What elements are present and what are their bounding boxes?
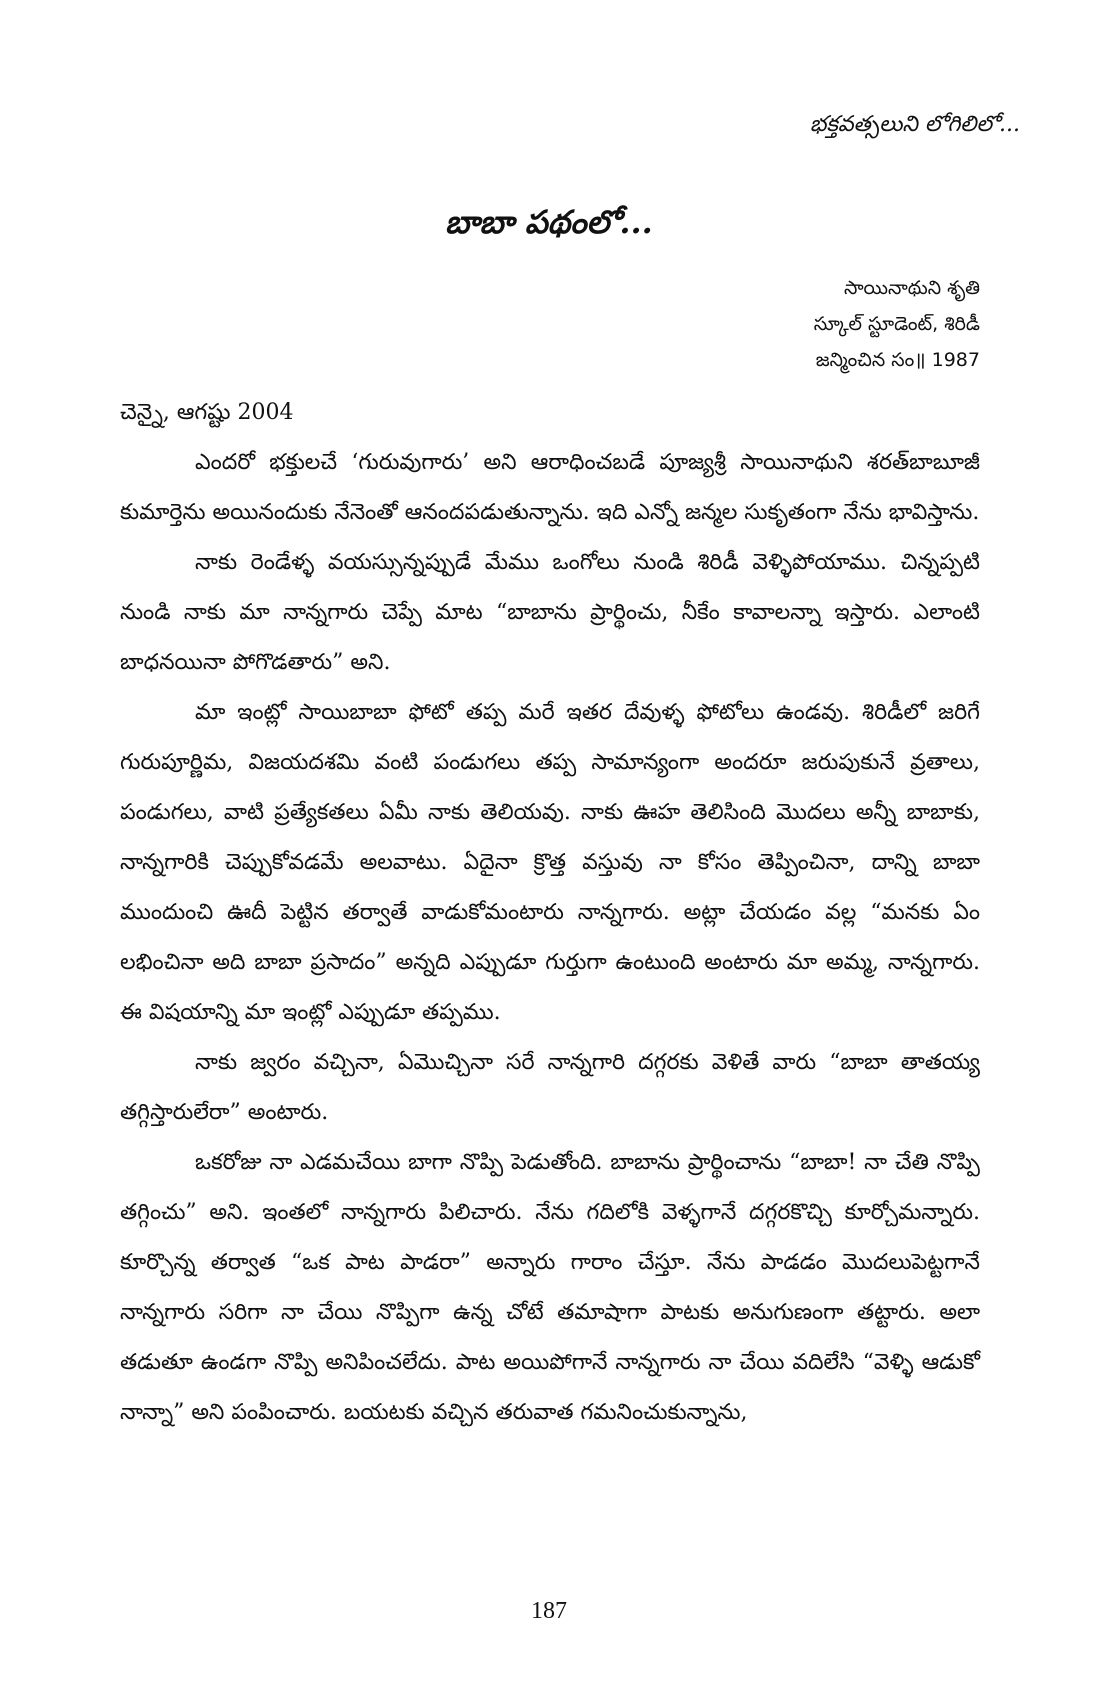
author-birth-year: జన్మించిన సం॥ 1987: [815, 349, 980, 371]
page-number: 187: [531, 1598, 567, 1624]
dateline: చెన్నై, ఆగష్టు 2004: [120, 400, 294, 425]
chapter-title: బాబా పథంలో...: [445, 203, 653, 241]
paragraph: ఎందరో భక్తులచే ‘గురువుగారు’ అని ఆరాధించబడే పూజ్యశ్రీ సాయినాథుని శరత్‌బాబూజీ కుమార్తెను అయినందుకు నేనెంతో ఆనందపడుతున్నాను. ఇది ఎన్నో జన్మల సుకృతంగా నేను భావిస్తాను.: [120, 450, 980, 525]
paragraph: నాకు రెండేళ్ళ వయస్సున్నప్పుడే మేము ఒంగోలు నుండి శిరిడీ వెళ్ళిపోయాము. చిన్నప్పటి నుండి నాకు మా నాన్నగారు చెప్పే మాట “బాబాను ప్రార్థించు, నీకేం కావాలన్నా ఇస్తారు. ఎలాంటి బాధనయినా పోగొడతారు” అని.: [120, 550, 980, 675]
author-affiliation: స్కూల్ స్టూడెంట్, శిరిడీ: [813, 313, 980, 335]
paragraph: ఒకరోజు నా ఎడమచేయి బాగా నొప్పి పెడుతోంది. బాబాను ప్రార్థించాను “బాబా! నా చేతి నొప్పి తగ్గించు” అని. ఇంతలో నాన్నగారు పిలిచారు. నేను గదిలోకి వెళ్ళగానే దగ్గరకొచ్చి కూర్చోమన్నారు. కూర్చొన్న తర్వాత “ఒక పాట పాడరా” అన్నారు గారాం చేస్తూ. నేను పాడడం మొదలుపెట్టగానే నాన్నగారు సరిగా నా చేయి నొప్పిగా ఉన్న చోటే తమాషాగా పాటకు అనుగుణంగా తట్టారు. అలా తడుతూ ఉండగా నొప్పి అనిపించలేదు. పాట అయిపోగానే నాన్నగారు నా చేయి వదిలేసి “వెళ్ళి ఆడుకో నాన్నా” అని పంపించారు. బయటకు వచ్చిన తరువాత గమనించుకున్నాను,: [120, 1150, 980, 1425]
body-text: [120, 388, 980, 1438]
paragraph: నాకు జ్వరం వచ్చినా, ఏమొచ్చినా సరే నాన్నగారి దగ్గరకు వెళితే వారు “బాబా తాతయ్య తగ్గిస్తారులేరా” అంటారు.: [120, 1050, 980, 1125]
author-block: [814, 270, 980, 378]
running-header: భక్తవత్సలుని లోగిలిలో...: [809, 112, 1020, 137]
paragraph: మా ఇంట్లో సాయిబాబా ఫోటో తప్ప మరే ఇతర దేవుళ్ళ ఫోటోలు ఉండవు. శిరిడీలో జరిగే గురుపూర్ణిమ, విజయదశమి వంటి పండుగలు తప్ప సామాన్యంగా అందరూ జరుపుకునే వ్రతాలు, పండుగలు, వాటి ప్రత్యేకతలు ఏమీ నాకు తెలియవు. నాకు ఊహ తెలిసింది మొదలు అన్నీ బాబాకు, నాన్నగారికి చెప్పుకోవడమే అలవాటు. ఏదైనా క్రొత్త వస్తువు నా కోసం తెప్పించినా, దాన్ని బాబా ముందుంచి ఊదీ పెట్టిన తర్వాతే వాడుకోమంటారు నాన్నగారు. అట్లా చేయడం వల్ల “మనకు ఏం లభించినా అది బాబా ప్రసాదం” అన్నది ఎప్పుడూ గుర్తుగా ఉంటుంది అంటారు మా అమ్మ, నాన్నగారు. ఈ విషయాన్ని మా ఇంట్లో ఎప్పుడూ తప్పము.: [120, 700, 980, 1025]
author-name: సాయినాథుని శృతి: [843, 277, 980, 299]
